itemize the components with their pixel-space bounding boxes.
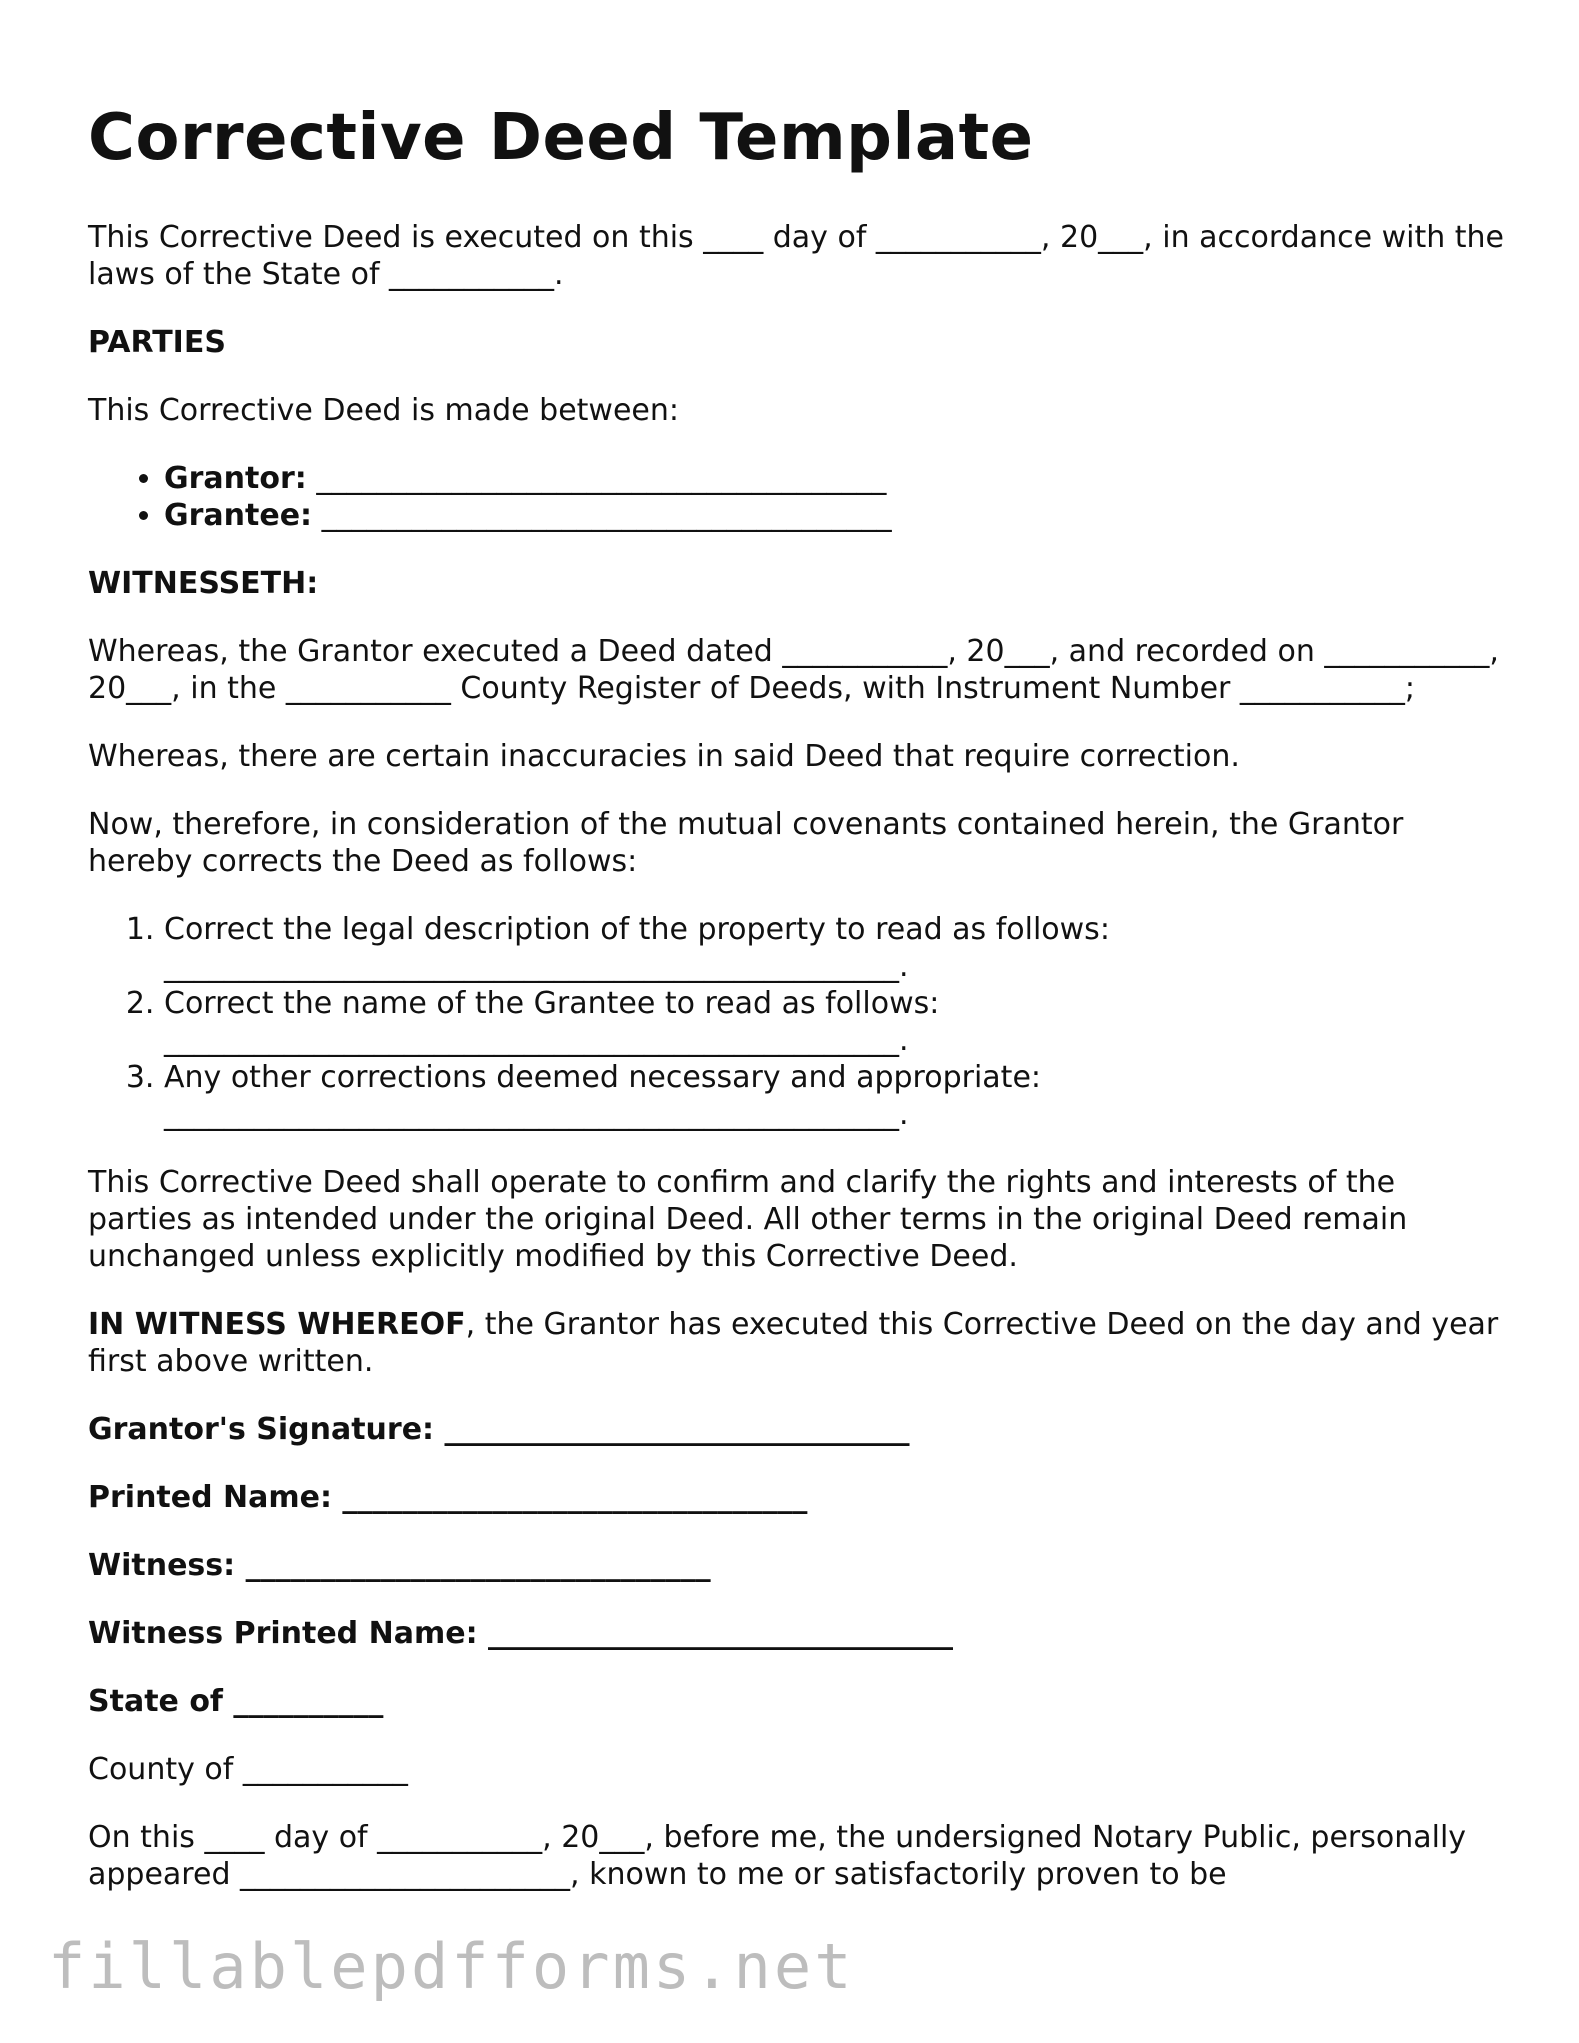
printed-name-line: Printed Name: _______________________________	[88, 1479, 808, 1515]
parties-heading: PARTIES	[88, 324, 226, 360]
county-of-line: County of ___________	[88, 1751, 408, 1787]
grantor-label: Grantor:	[164, 460, 307, 496]
document-title: Corrective Deed Template	[88, 101, 1034, 175]
parties-list	[88, 460, 1508, 534]
document-page	[88, 100, 1508, 1924]
list-item-correction-legal-description: 1. Correct the legal description of the property to read as follows: _________________________________________________.	[164, 911, 1508, 985]
in-witness-rest: , the Grantor has executed this Corrective Deed on the day and year first above written.	[88, 1306, 1499, 1379]
notary-paragraph: On this ____ day of ___________, 20___, before me, the undersigned Notary Public, personally appeared ______________________, known to me or satisfactorily proven to be	[88, 1819, 1467, 1892]
corrections-list	[88, 911, 1508, 1133]
in-witness-bold: IN WITNESS WHEREOF	[88, 1306, 466, 1342]
grantor-signature-line: Grantor's Signature: _______________________________	[88, 1411, 910, 1447]
watermark: fillablepdfforms.net	[48, 1930, 855, 2003]
list-item-grantor	[164, 460, 1508, 497]
list-item-correction-grantee-name: 2. Correct the name of the Grantee to read as follows: _________________________________________________.	[164, 985, 1508, 1059]
intro-paragraph: This Corrective Deed is executed on this ____ day of ___________, 20___, in accordance with the laws of the State of ___________.	[88, 219, 1505, 292]
list-item-correction-other: 3. Any other corrections deemed necessary and appropriate: _________________________________________________.	[164, 1059, 1508, 1133]
grantor-blank: ______________________________________	[316, 460, 887, 496]
witnesseth-paragraph-inaccuracies: Whereas, there are certain inaccuracies in said Deed that require correction.	[88, 738, 1240, 774]
witness-printed-name-line: Witness Printed Name: _______________________________	[88, 1615, 954, 1651]
operation-paragraph: This Corrective Deed shall operate to confirm and clarify the rights and interests of the parties as intended under the original Deed. All other terms in the original Deed remain unchanged unless explicitly modified by this Corrective Deed.	[88, 1164, 1408, 1274]
list-item-grantee	[164, 497, 1508, 534]
witness-line: Witness: _______________________________	[88, 1547, 711, 1583]
grantee-blank: ______________________________________	[321, 497, 892, 533]
witnesseth-heading: WITNESSETH:	[88, 565, 319, 601]
witnesseth-paragraph-deed: Whereas, the Grantor executed a Deed dated ___________, 20___, and recorded on ___________, 20___, in the ___________ County Register of Deeds, with Instrument Number ___________;	[88, 633, 1499, 706]
parties-intro: This Corrective Deed is made between:	[88, 392, 679, 428]
witnesseth-paragraph-therefore: Now, therefore, in consideration of the mutual covenants contained herein, the Grantor hereby corrects the Deed as follows:	[88, 806, 1404, 879]
grantee-label: Grantee:	[164, 497, 313, 533]
in-witness-paragraph	[88, 1306, 1508, 1380]
state-of-line: State of __________	[88, 1683, 384, 1719]
